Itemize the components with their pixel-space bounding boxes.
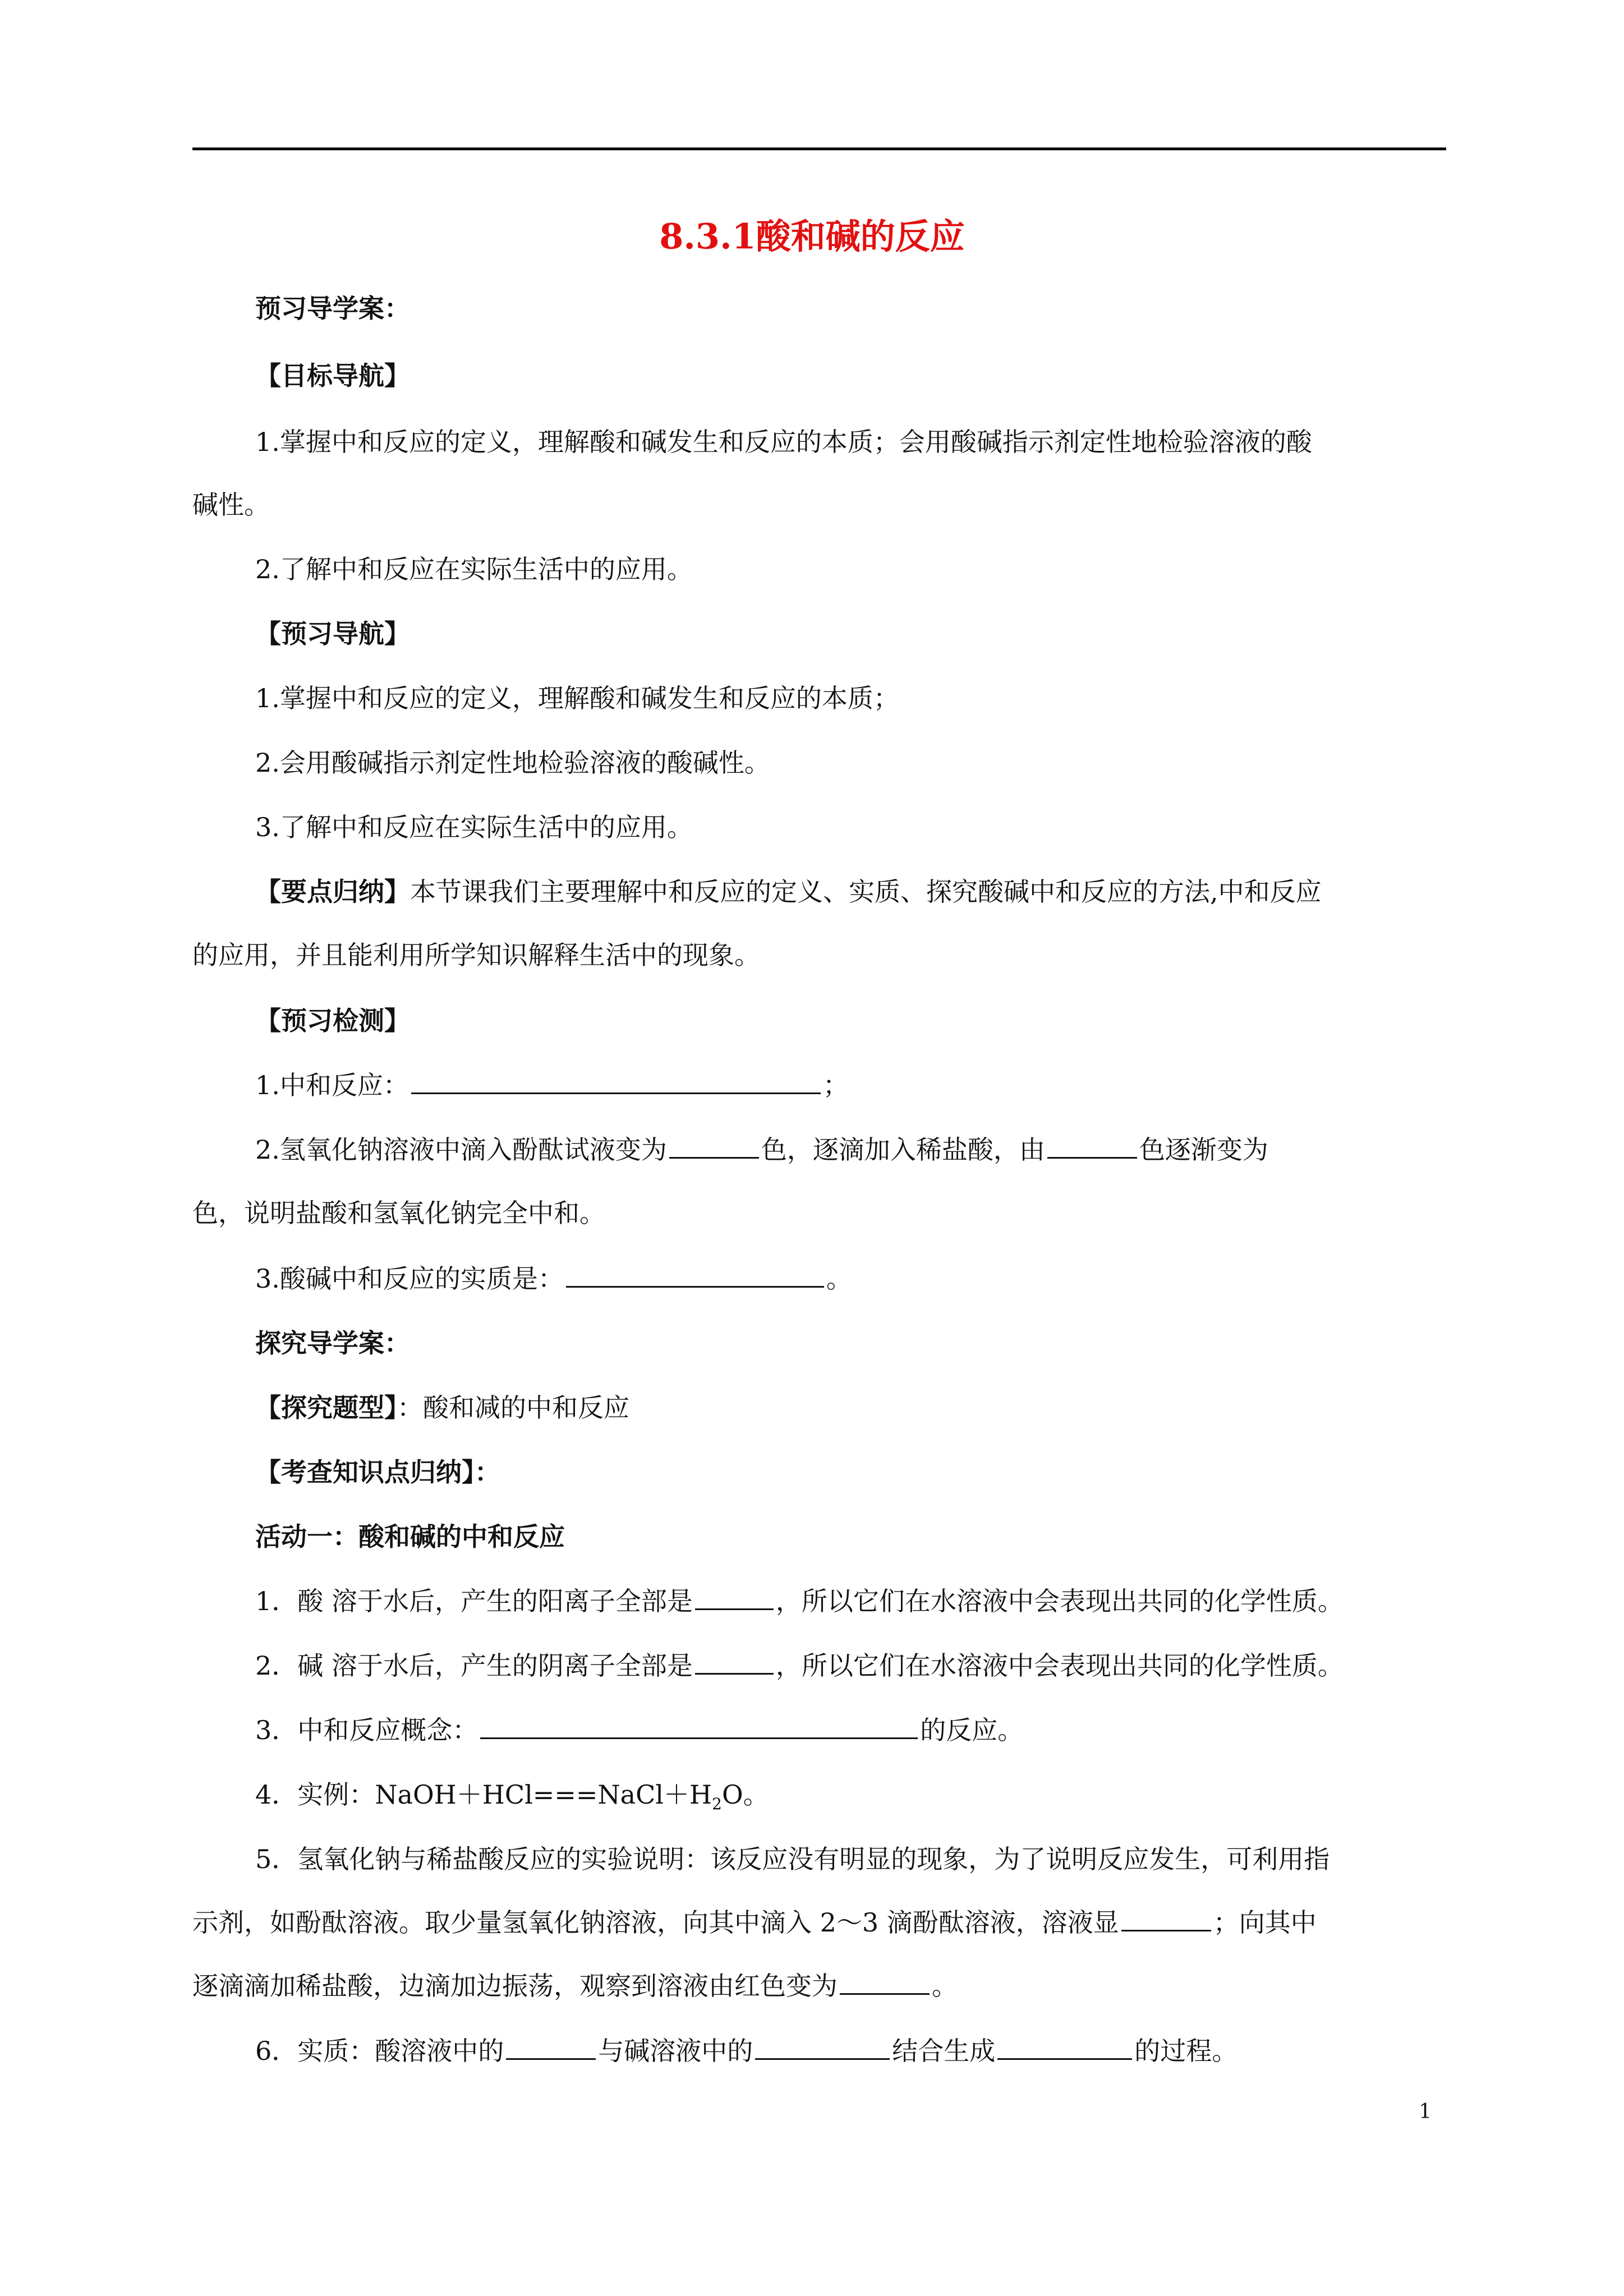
summary-line-1 bbox=[255, 872, 1322, 911]
guide-item-3: 3.了解中和反应在实际生活中的应用。 bbox=[255, 812, 693, 842]
goal-item-2: 2.了解中和反应在实际生活中的应用。 bbox=[255, 554, 693, 584]
guide-item-1: 1.掌握中和反应的定义，理解酸和碱发生和反应的本质； bbox=[255, 683, 899, 713]
activity-item-5-blank-1[interactable] bbox=[1121, 1904, 1211, 1931]
guide-heading: 【预习导航】 bbox=[255, 619, 410, 649]
activity-item-6 bbox=[255, 2031, 1237, 2071]
check-q2-blank-2[interactable] bbox=[1047, 1131, 1137, 1159]
activity-item-3 bbox=[255, 1711, 1023, 1750]
activity-item-1-text-a: 1．酸 溶于水后，产生的阳离子全部是 bbox=[255, 1586, 693, 1616]
activity-item-6-blank-3[interactable] bbox=[997, 2032, 1132, 2060]
activity-item-6-blank-2[interactable] bbox=[755, 2032, 890, 2060]
summary-text: 本节课我们主要理解中和反应的定义、实质、探究酸碱中和反应的方法,中和反应 bbox=[410, 877, 1322, 907]
activity-item-1-blank[interactable] bbox=[695, 1583, 774, 1610]
points-heading: 【考查知识点归纳】： bbox=[255, 1457, 500, 1487]
activity-item-6-text-a: 6．实质：酸溶液中的 bbox=[255, 2036, 504, 2066]
activity-item-3-text-a: 3．中和反应概念： bbox=[255, 1715, 479, 1745]
activity-item-6-text-c: 结合生成 bbox=[892, 2036, 996, 2066]
check-q2-text-b: 色，逐滴加入稀盐酸，由 bbox=[761, 1135, 1045, 1165]
activity-item-5-text-c: ；向其中 bbox=[1213, 1907, 1317, 1938]
activity-heading: 活动一：酸和碱的中和反应 bbox=[255, 1522, 565, 1552]
activity-item-5-text-e: 。 bbox=[932, 1971, 958, 2001]
activity-item-6-text-d: 的过程。 bbox=[1134, 2036, 1238, 2066]
activity-item-1 bbox=[255, 1582, 1344, 1621]
explore-type-heading: 【探究题型】 bbox=[255, 1393, 397, 1423]
check-q3-text: 3.酸碱中和反应的实质是： bbox=[255, 1264, 564, 1294]
page-title: 8.3.1酸和碱的反应 bbox=[659, 216, 965, 257]
activity-item-4-subscript: 2 bbox=[712, 1795, 722, 1814]
activity-item-3-text-b: 的反应。 bbox=[920, 1715, 1024, 1745]
activity-item-3-blank[interactable] bbox=[480, 1712, 918, 1739]
goal-item-1-cont: 碱性。 bbox=[192, 490, 270, 520]
check-q3 bbox=[255, 1259, 852, 1298]
header-rule bbox=[192, 147, 1446, 150]
summary-line-2: 的应用，并且能利用所学知识解释生活中的现象。 bbox=[192, 940, 760, 970]
explore-heading: 探究导学案： bbox=[255, 1328, 410, 1358]
check-q1-blank[interactable] bbox=[411, 1067, 821, 1094]
activity-item-5-cont-1 bbox=[192, 1903, 1317, 1942]
explore-type-text: ：酸和减的中和反应 bbox=[397, 1393, 629, 1423]
activity-item-1-text-b: ，所以它们在水溶液中会表现出共同的化学性质。 bbox=[775, 1586, 1344, 1616]
activity-item-4-text-a: 4．实例：NaOH＋HCl===NaCl＋H bbox=[255, 1779, 712, 1810]
activity-item-5: 5．氢氧化钠与稀盐酸反应的实验说明：该反应没有明显的现象，为了说明反应发生，可利用指 bbox=[255, 1844, 1330, 1874]
goal-heading: 【目标导航】 bbox=[255, 361, 410, 391]
activity-item-2 bbox=[255, 1646, 1344, 1685]
check-q1-end: ； bbox=[822, 1070, 849, 1100]
activity-item-5-text-b: 示剂，如酚酞溶液。取少量氢氧化钠溶液，向其中滴入 2～3 滴酚酞溶液，溶液显 bbox=[192, 1907, 1119, 1938]
activity-item-4-text-b: O。 bbox=[721, 1779, 769, 1810]
check-q3-end: 。 bbox=[826, 1264, 852, 1294]
guide-item-2: 2.会用酸碱指示剂定性地检验溶液的酸碱性。 bbox=[255, 748, 770, 778]
activity-item-5-text-d: 逐滴滴加稀盐酸，边滴加边振荡，观察到溶液由红色变为 bbox=[192, 1971, 838, 2001]
check-q1-text: 1.中和反应： bbox=[255, 1070, 409, 1100]
activity-item-6-blank-1[interactable] bbox=[506, 2032, 596, 2060]
activity-item-5-cont-2 bbox=[192, 1966, 958, 2005]
activity-item-6-text-b: 与碱溶液中的 bbox=[598, 2036, 753, 2066]
check-q3-blank[interactable] bbox=[566, 1260, 824, 1288]
check-q2-text-a: 2.氢氧化钠溶液中滴入酚酞试液变为 bbox=[255, 1135, 667, 1165]
explore-type bbox=[255, 1388, 629, 1427]
activity-item-2-blank[interactable] bbox=[695, 1647, 774, 1675]
activity-item-2-text-b: ，所以它们在水溶液中会表现出共同的化学性质。 bbox=[775, 1650, 1344, 1681]
check-q2-cont: 色，说明盐酸和氢氧化钠完全中和。 bbox=[192, 1198, 605, 1228]
check-q2 bbox=[255, 1130, 1268, 1169]
check-heading: 【预习检测】 bbox=[255, 1006, 410, 1036]
preview-heading: 预习导学案： bbox=[255, 293, 410, 324]
activity-item-2-text-a: 2．碱 溶于水后，产生的阴离子全部是 bbox=[255, 1650, 693, 1681]
goal-item-1: 1.掌握中和反应的定义，理解酸和碱发生和反应的本质；会用酸碱指示剂定性地检验溶液的酸 bbox=[255, 427, 1312, 457]
check-q2-blank-1[interactable] bbox=[669, 1131, 759, 1159]
summary-heading: 【要点归纳】 bbox=[255, 877, 410, 907]
page-number: 1 bbox=[1419, 2100, 1432, 2123]
activity-item-5-blank-2[interactable] bbox=[840, 1967, 930, 1995]
activity-item-4 bbox=[255, 1775, 769, 1824]
check-q1 bbox=[255, 1066, 849, 1105]
check-q2-text-c: 色逐渐变为 bbox=[1139, 1135, 1268, 1165]
